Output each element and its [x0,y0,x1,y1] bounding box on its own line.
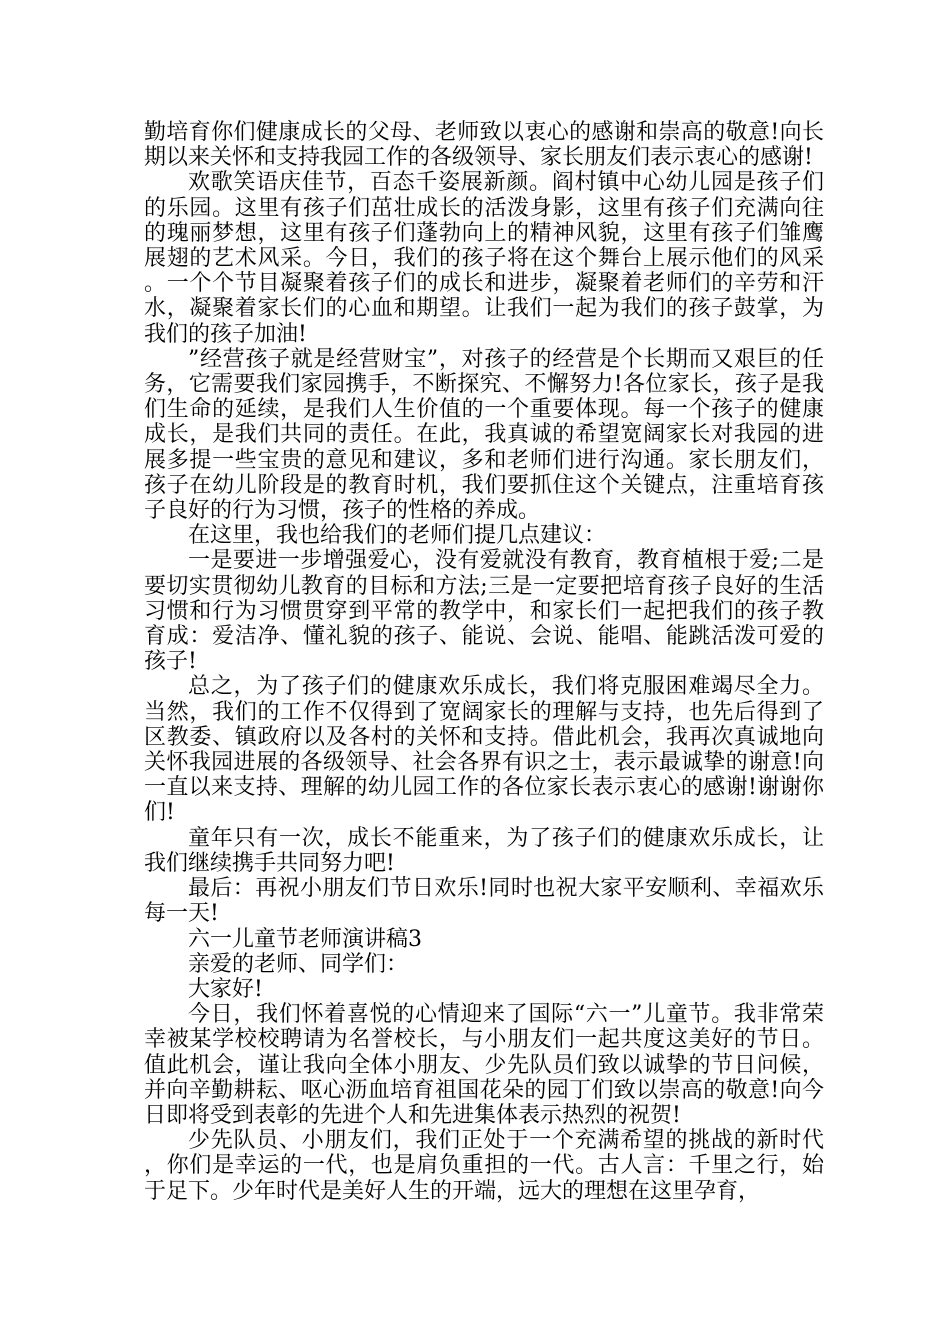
greeting: 大家好! [188,976,263,1002]
paragraph-1: 勤培育你们健康成长的父母、老师致以衷心的感谢和崇高的敬意!向长期以来关怀和支持我园工作的各级领导、家长朋友们表示衷心的感谢! [144,120,824,171]
section-title: 六一儿童节老师演讲稿3 [188,926,422,952]
salutation: 亲爱的老师、同学们： [188,951,409,977]
paragraph-8: 最后：再祝小朋友们节日欢乐!同时也祝大家平安顺利、幸福欢乐每一天! [144,876,824,927]
paragraph-12: 今日，我们怀着喜悦的心情迎来了国际“六一”儿童节。我非常荣幸被某学校校聘请为名誉校长，与小朋友们一起共度这美好的节日。值此机会，谨让我向全体小朋友、少先队员们致以诚挚的节日问候，并向辛勤耕耘、呕心沥血培育祖国花朵的园丁们致以崇高的敬意!向今日即将受到表彰的先进个人和先进集体表示热烈的祝贺! [144,1002,824,1128]
paragraph-3: ”经营孩子就是经营财宝”，对孩子的经营是个长期而又艰巨的任务，它需要我们家园携手，不断探究、不懈努力!各位家长，孩子是我们生命的延续，是我们人生价值的一个重要体现。每一个孩子的健康成长，是我们共同的责任。在此，我真诚的希望宽阔家长对我园的进展多提一些宝贵的意见和建议，多和老师们进行沟通。家长朋友们，孩子在幼儿阶段是的教育时机，我们要抓住这个关键点，注重培育孩子良好的行为习惯，孩子的性格的养成。 [144,346,824,524]
document-body [144,120,824,1204]
paragraph-2: 欢歌笑语庆佳节，百态千姿展新颜。阎村镇中心幼儿园是孩子们的乐园。这里有孩子们茁壮成长的活泼身影，这里有孩子们充满向往的瑰丽梦想，这里有孩子们蓬勃向上的精神风貌，这里有孩子们雏鹰展翅的艺术风采。今日，我们的孩子将在这个舞台上展示他们的风采。一个个节目凝聚着孩子们的成长和进步，凝聚着老师们的辛劳和汗水，凝聚着家长们的心血和期望。让我们一起为我们的孩子鼓掌，为我们的孩子加油! [144,170,824,347]
paragraph-7: 童年只有一次，成长不能重来，为了孩子们的健康欢乐成长，让我们继续携手共同努力吧! [144,825,824,876]
paragraph-5: 一是要进一步增强爱心，没有爱就没有教育，教育植根于爱;二是要切实贯彻幼儿教育的目标和方法;三是一定要把培育孩子良好的生活习惯和行为习惯贯穿到平常的教学中，和家长们一起把我们的孩子教育成：爱洁净、懂礼貌的孩子、能说、会说、能唱、能跳活泼可爱的孩子! [144,548,824,675]
paragraph-4: 在这里，我也给我们的老师们提几点建议： [188,523,607,549]
paragraph-6: 总之，为了孩子们的健康欢乐成长，我们将克服困难竭尽全力。当然，我们的工作不仅得到了宽阔家长的理解与支持，也先后得到了区教委、镇政府以及各村的关怀和支持。借此机会，我再次真诚地向关怀我园进展的各级领导、社会各界有识之士，表示最诚挚的谢意!向一直以来支持、理解的幼儿园工作的各位家长表示衷心的感谢!谢谢你们! [144,674,824,826]
paragraph-13: 少先队员、小朋友们，我们正处于一个充满希望的挑战的新时代，你们是幸运的一代，也是肩负重担的一代。古人言：千里之行，始于足下。少年时代是美好人生的开端，远大的理想在这里孕育， [144,1128,824,1204]
